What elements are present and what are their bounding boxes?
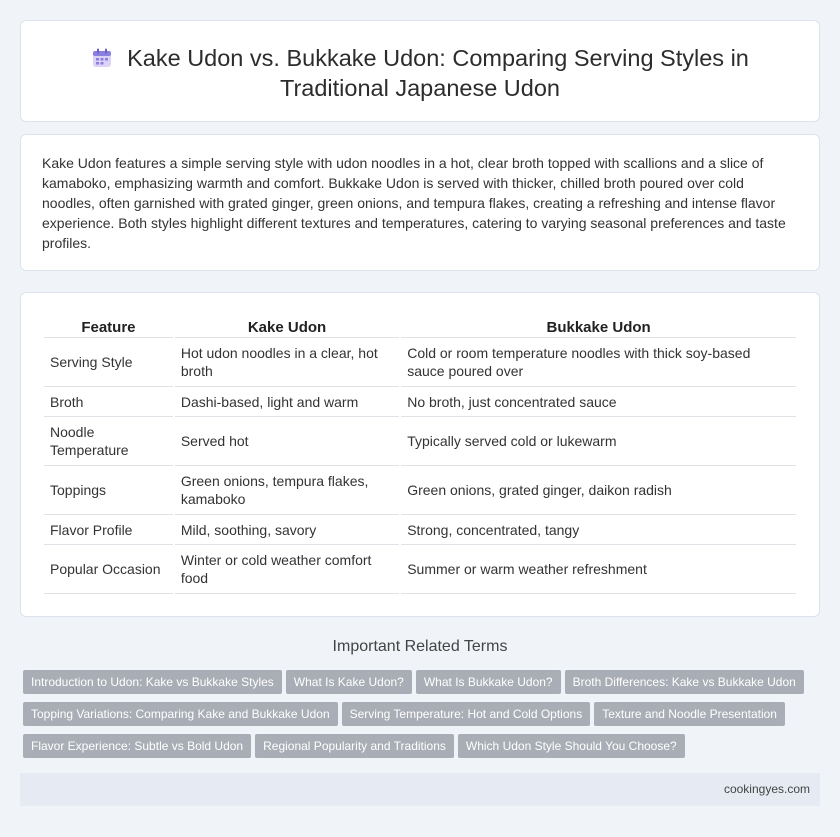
kake-cell: Served hot — [175, 417, 399, 466]
bukkake-cell: No broth, just concentrated sauce — [401, 387, 796, 417]
tag-link[interactable]: Texture and Noodle Presentation — [594, 702, 785, 726]
footer-bar — [20, 773, 820, 806]
bukkake-cell: Green onions, grated ginger, daikon radish — [401, 466, 796, 515]
tag-link[interactable]: Introduction to Udon: Kake vs Bukkake Styles — [23, 670, 282, 694]
feature-cell: Broth — [44, 387, 173, 417]
tag-row — [23, 702, 823, 734]
comparison-card — [20, 292, 820, 617]
feature-cell: Toppings — [44, 466, 173, 515]
title-line-2: Traditional Japanese Udon — [279, 75, 560, 101]
tag-row — [23, 734, 823, 766]
related-terms-heading: Important Related Terms — [332, 638, 508, 655]
table-row — [44, 338, 796, 387]
table-row — [44, 466, 796, 515]
table-row — [44, 545, 796, 594]
tag-link[interactable]: Broth Differences: Kake vs Bukkake Udon — [565, 670, 804, 694]
header-bukkake-udon: Bukkake Udon — [401, 314, 796, 338]
table-header-row — [44, 314, 796, 338]
kake-cell: Hot udon noodles in a clear, hot broth — [175, 338, 399, 387]
tag-link[interactable]: What Is Bukkake Udon? — [416, 670, 561, 694]
title-wrap — [21, 43, 819, 103]
bukkake-cell: Typically served cold or lukewarm — [401, 417, 796, 466]
kake-cell: Winter or cold weather comfort food — [175, 545, 399, 594]
tag-row — [23, 670, 823, 702]
feature-cell: Serving Style — [44, 338, 173, 387]
feature-cell: Flavor Profile — [44, 515, 173, 545]
table-row — [44, 417, 796, 466]
tag-link[interactable]: What Is Kake Udon? — [286, 670, 412, 694]
header-kake-udon: Kake Udon — [175, 314, 399, 338]
bukkake-cell: Summer or warm weather refreshment — [401, 545, 796, 594]
intro-card — [20, 134, 820, 271]
tag-link[interactable]: Flavor Experience: Subtle vs Bold Udon — [23, 734, 251, 758]
footer-site-name[interactable]: cookingyes.com — [723, 782, 810, 796]
bukkake-cell: Strong, concentrated, tangy — [401, 515, 796, 545]
kake-cell: Green onions, tempura flakes, kamaboko — [175, 466, 399, 515]
page-title — [21, 43, 819, 103]
comparison-table — [42, 314, 798, 594]
kake-cell: Dashi-based, light and warm — [175, 387, 399, 417]
related-terms-list — [23, 670, 823, 766]
kake-cell: Mild, soothing, savory — [175, 515, 399, 545]
tag-link[interactable]: Topping Variations: Comparing Kake and Bukkake Udon — [23, 702, 338, 726]
bukkake-cell: Cold or room temperature noodles with thick soy-based sauce poured over — [401, 338, 796, 387]
tag-link[interactable]: Which Udon Style Should You Choose? — [458, 734, 685, 758]
title-card — [20, 20, 820, 122]
feature-cell: Noodle Temperature — [44, 417, 173, 466]
tag-link[interactable]: Serving Temperature: Hot and Cold Options — [342, 702, 591, 726]
table-row — [44, 515, 796, 545]
tag-link[interactable]: Regional Popularity and Traditions — [255, 734, 454, 758]
feature-cell: Popular Occasion — [44, 545, 173, 594]
calendar-icon — [91, 47, 113, 69]
intro-paragraph: Kake Udon features a simple serving style with udon noodles in a hot, clear broth topped with scallions and a slice of kamaboko, emphasizing warmth and comfort. Bukkake Udon is served with thicker, chilled broth poured over cold noodles, often garnished with grated ginger, green onions, and tempura flakes, creating a refreshing and intense flavor experience. Both styles highlight different textures and temperatures, catering to varying seasonal preferences and taste profiles. — [42, 155, 786, 251]
title-line-1: Kake Udon vs. Bukkake Udon: Comparing Serving Styles in — [127, 45, 749, 71]
table-row — [44, 387, 796, 417]
header-feature: Feature — [44, 314, 173, 338]
